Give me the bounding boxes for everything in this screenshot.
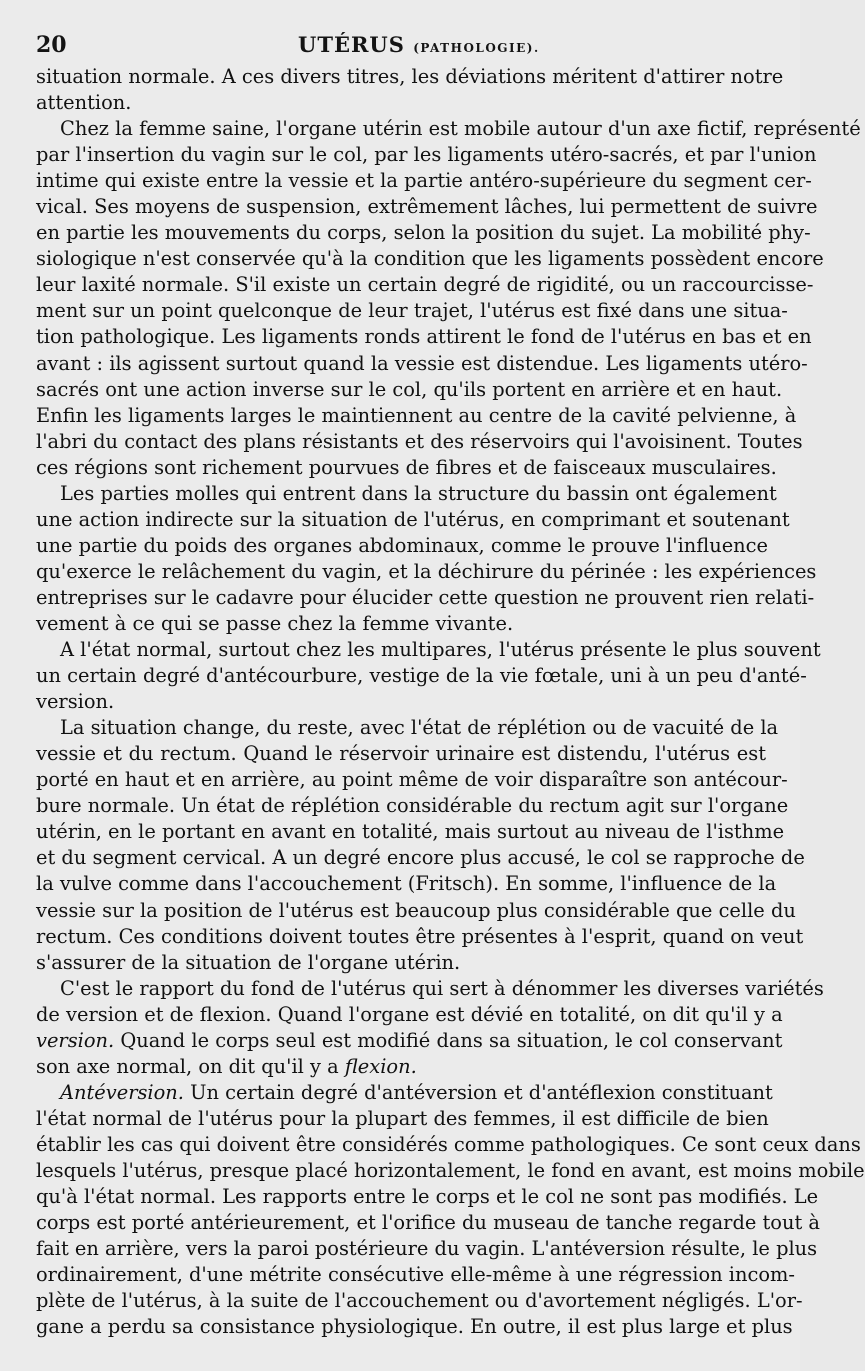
text-line: intime qui existe entre la vessie et la partie antéro-supérieure du segment cer- [36, 169, 812, 193]
text-line: vessie sur la position de l'utérus est beaucoup plus considérable que celle du [36, 898, 796, 922]
text-line: en partie les mouvements du corps, selon la position du sujet. La mobilité phy- [36, 221, 811, 245]
text-line: l'état normal de l'utérus pour la plupart des femmes, il est difficile de bien [36, 1106, 769, 1130]
text-line: s'assurer de la situation de l'organe utérin. [36, 950, 461, 974]
text-line: utérin, en le portant en avant en totalité, mais surtout au niveau de l'isthme [36, 820, 785, 844]
text-line: sacrés ont une action inverse sur le col, qu'ils portent en arrière et en haut. [36, 377, 783, 401]
text-line: C'est le rapport du fond de l'utérus qui sert à dénommer les diverses variétés [60, 976, 824, 1000]
text-line: ment sur un point quelconque de leur trajet, l'utérus est fixé dans une situa- [36, 299, 788, 323]
text-line: vical. Ses moyens de suspension, extrêmement lâches, lui permettent de suivre [36, 195, 818, 219]
text-line: tion pathologique. Les ligaments ronds attirent le fond de l'utérus en bas et en [36, 325, 812, 349]
text-line: plète de l'utérus, à la suite de l'accouchement ou d'avortement négligés. L'or- [36, 1289, 803, 1313]
text-line: une partie du poids des organes abdominaux, comme le prouve l'influence [36, 533, 768, 557]
page-number: 20 [36, 32, 67, 58]
text-line: une action indirecte sur la situation de l'utérus, en comprimant et soutenant [36, 507, 790, 531]
text-line: l'abri du contact des plans résistants et des réservoirs qui l'avoisinent. Toutes [36, 429, 803, 453]
text-line: Chez la femme saine, l'organe utérin est mobile autour d'un axe fictif, représenté [60, 117, 861, 141]
text-line: vement à ce qui se passe chez la femme vivante. [36, 611, 514, 635]
text-line: de version et de flexion. Quand l'organe est dévié en totalité, on dit qu'il y a [36, 1002, 783, 1026]
text-line: siologique n'est conservée qu'à la condition que les ligaments possèdent encore [36, 247, 824, 271]
text-line: leur laxité normale. S'il existe un certain degré de rigidité, ou un raccourcisse- [36, 273, 814, 297]
page-header [36, 30, 766, 64]
text-line: Enfin les ligaments larges le maintiennent au centre de la cavité pelvienne, à [36, 403, 797, 427]
text-line: situation normale. A ces divers titres, les déviations méritent d'attirer notre [36, 65, 784, 88]
text-line: ordinairement, d'une métrite consécutive elle-même à une régression incom- [36, 1263, 795, 1287]
text-line: par l'insertion du vagin sur le col, par les ligaments utéro-sacrés, et par l'union [36, 143, 817, 167]
text-line: lesquels l'utérus, presque placé horizontalement, le fond en avant, est moins mobile [36, 1158, 865, 1182]
text-line: un certain degré d'antécourbure, vestige de la vie fœtale, uni à un peu d'anté- [36, 664, 807, 688]
text-line: vessie et du rectum. Quand le réservoir urinaire est distendu, l'utérus est [36, 742, 766, 766]
text-line: qu'exerce le relâchement du vagin, et la déchirure du périnée : les expériences [36, 559, 817, 583]
body-text [36, 64, 865, 1340]
text-line: son axe normal, on dit qu'il y a flexion. [36, 1054, 417, 1078]
text-line: entreprises sur le cadavre pour élucider cette question ne prouvent rien relati- [36, 585, 815, 609]
running-title [298, 30, 540, 63]
text-line: qu'à l'état normal. Les rapports entre le corps et le col ne sont pas modifiés. Le [36, 1185, 819, 1209]
text-line: version. [36, 690, 115, 714]
text-line: attention. [36, 91, 132, 115]
text-line: la vulve comme dans l'accouchement (Fritsch). En somme, l'influence de la [36, 872, 777, 896]
text-line: fait en arrière, vers la paroi postérieure du vagin. L'antéversion résulte, le plus [36, 1237, 818, 1261]
running-title-main: UTÉRUS [298, 32, 405, 57]
text-line: et du segment cervical. A un degré encore plus accusé, le col se rapproche de [36, 846, 805, 870]
text-line: A l'état normal, surtout chez les multipares, l'utérus présente le plus souvent [60, 638, 821, 662]
text-line: Antéversion. Un certain degré d'antéversion et d'antéflexion constituant [60, 1080, 773, 1104]
text-line: La situation change, du reste, avec l'état de réplétion ou de vacuité de la [60, 716, 779, 740]
text-line: établir les cas qui doivent être considérés comme pathologiques. Ce sont ceux dans [36, 1132, 861, 1156]
text-line: rectum. Ces conditions doivent toutes être présentes à l'esprit, quand on veut [36, 924, 804, 948]
text-line: ces régions sont richement pourvues de fibres et de faisceaux musculaires. [36, 455, 777, 479]
text-line: version. Quand le corps seul est modifié dans sa situation, le col conservant [36, 1028, 783, 1052]
text-line: bure normale. Un état de réplétion considérable du rectum agit sur l'organe [36, 794, 789, 818]
text-line: corps est porté antérieurement, et l'orifice du museau de tanche regarde tout à [36, 1211, 820, 1235]
text-line: porté en haut et en arrière, au point même de voir disparaître son antécour- [36, 768, 788, 792]
text-line: gane a perdu sa consistance physiologique. En outre, il est plus large et plus [36, 1315, 793, 1339]
text-line: avant : ils agissent surtout quand la vessie est distendue. Les ligaments utéro- [36, 351, 808, 375]
running-title-subtitle: (PATHOLOGIE). [413, 41, 540, 55]
text-line: Les parties molles qui entrent dans la structure du bassin ont également [60, 481, 777, 505]
